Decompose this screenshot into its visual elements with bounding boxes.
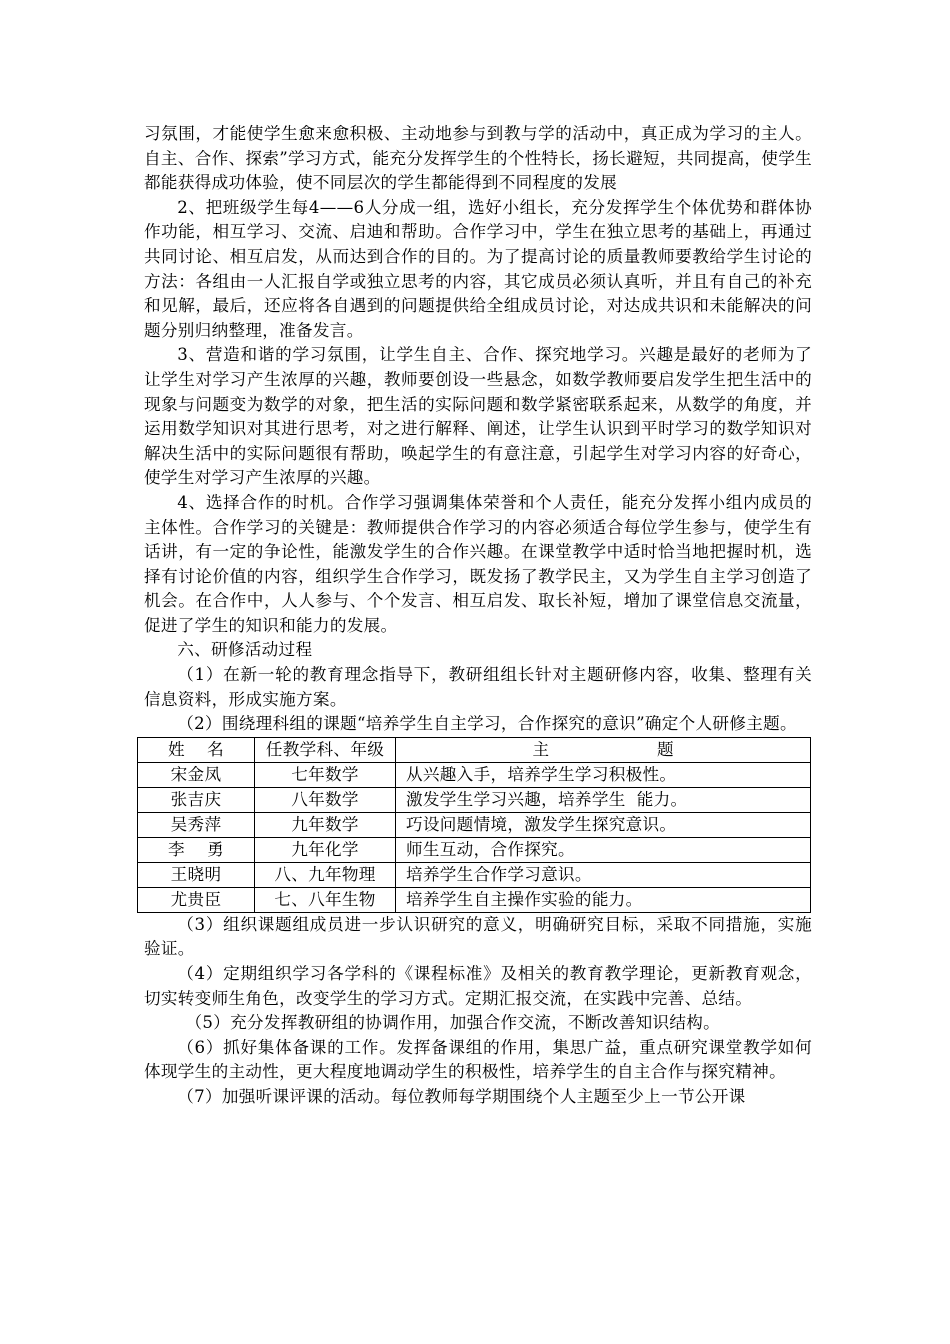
header-subject: 任教学科、年级 [255,737,396,762]
paragraph-step-2: （2）围绕理科组的课题“培养学生自主学习，合作探究的意识”确定个人研修主题。 [177,714,797,734]
paragraph-step-5: （5）充分发挥教研组的协调作用，加强合作交流，不断改善知识结构。 [185,1013,721,1033]
cell-topic: 师生互动，合作探究。 [396,837,811,862]
paragraph-point-3: 3、营造和谐的学习氛围，让学生自主、合作、探究地学习。兴趣是最好的老师为了让学生对学习产生浓厚的兴趣，教师要创设一些悬念，如数学教师要启发学生把生活中的现象与问题变为数学的对象，把生活的实际问题和数学紧密联系起来，从数学的角度，并运用数学知识对其进行思考，对之进行解释、阐述，让学生认识到平时学习的数学知识对解决生活中的实际问题很有帮助，唤起学生的有意注意，引起学生对学习内容的好奇心，使学生对学习产生浓厚的兴趣。 [144,345,812,488]
cell-subject: 八年数学 [255,787,396,812]
table-row [138,812,811,837]
cell-topic: 培养学生自主操作实验的能力。 [396,887,811,912]
cell-subject: 八、九年物理 [255,862,396,887]
cell-name: 张吉庆 [138,787,255,812]
paragraph-step-4: （4）定期组织学习各学科的《课程标准》及相关的教育教学理论，更新教育观念，切实转变师生角色，改变学生的学习方式。定期汇报交流，在实践中完善、总结。 [144,964,812,1008]
cell-subject: 九年化学 [255,837,396,862]
cell-topic: 巧设问题情境，激发学生探究意识。 [396,812,811,837]
research-topic-table [137,737,811,913]
table-row [138,837,811,862]
cell-name: 李 勇 [138,837,255,862]
cell-subject: 七、八年生物 [255,887,396,912]
header-topic-left: 主 [532,739,550,759]
cell-topic: 培养学生合作学习意识。 [396,862,811,887]
document-body [144,122,812,1110]
cell-name: 尤贵臣 [138,887,255,912]
cell-subject: 九年数学 [255,812,396,837]
cell-name: 王晓明 [138,862,255,887]
paragraph-step-7: （7）加强听课评课的活动。每位教师每学期围绕个人主题至少上一节公开课 [177,1087,746,1106]
paragraph-point-4: 4、选择合作的时机。合作学习强调集体荣誉和个人责任，能充分发挥小组内成员的主体性。合作学习的关键是：教师提供合作学习的内容必须适合每位学生参与，使学生有话讲，有一定的争论性，能激发学生的合作兴趣。在课堂教学中适时恰当地把握时机，选择有讨论价值的内容，组织学生合作学习，既发扬了教学民主，又为学生自主学习创造了机会。在合作中，人人参与、个个发言、相互启发、取长补短，增加了课堂信息交流量，促进了学生的知识和能力的发展。 [144,492,812,635]
paragraph-step-6: （6）抓好集体备课的工作。发挥备课组的作用，集思广益，重点研究课堂教学如何体现学生的主动性，更大程度地调动学生的积极性，培养学生的自主合作与探究精神。 [144,1037,812,1082]
table-row [138,862,811,887]
header-topic [396,737,811,762]
cell-subject: 七年数学 [255,762,396,787]
cell-name: 宋金凤 [138,762,255,787]
header-name: 姓 名 [138,737,255,762]
table-row [138,762,811,787]
cell-topic: 从兴趣入手，培养学生学习积极性。 [396,762,811,787]
table-row [138,787,811,812]
paragraph-point-2: 2、把班级学生每4——6人分成一组，选好小组长，充分发挥学生个体优势和群体协作功能，相互学习、交流、启迪和帮助。合作学习中，学生在独立思考的基础上，再通过共同讨论、相互启发，从而达到合作的目的。为了提高讨论的质量教师要教给学生讨论的方法：各组由一人汇报自学或独立思考的内容，其它成员必须认真听，并且有自己的补充和见解，最后，还应将各自遇到的问题提供给全组成员讨论，对达成共识和未能解决的问题分别归纳整理，准备发言。 [144,197,812,340]
paragraph-step-3: （3）组织课题组成员进一步认识研究的意义，明确研究目标，采取不同措施，实施验证。 [144,914,812,959]
table-header-row [138,737,811,762]
paragraph-step-1: （1）在新一轮的教育理念指导下，教研组组长针对主题研修内容，收集、整理有关信息资料，形成实施方案。 [144,665,812,709]
paragraph-continuation: 习氛围，才能使学生愈来愈积极、主动地参与到教与学的活动中，真正成为学习的主人。自主、合作、探索”学习方式，能充分发挥学生的个性特长，扬长避短，共同提高，使学生都能获得成功体验，使不同层次的学生都能得到不同程度的发展 [144,124,812,193]
section-heading-6: 六、研修活动过程 [177,640,313,660]
cell-name: 吴秀萍 [138,812,255,837]
header-topic-right: 题 [656,739,674,759]
cell-topic: 激发学生学习兴趣，培养学生 能力。 [396,787,811,812]
table-row [138,887,811,912]
